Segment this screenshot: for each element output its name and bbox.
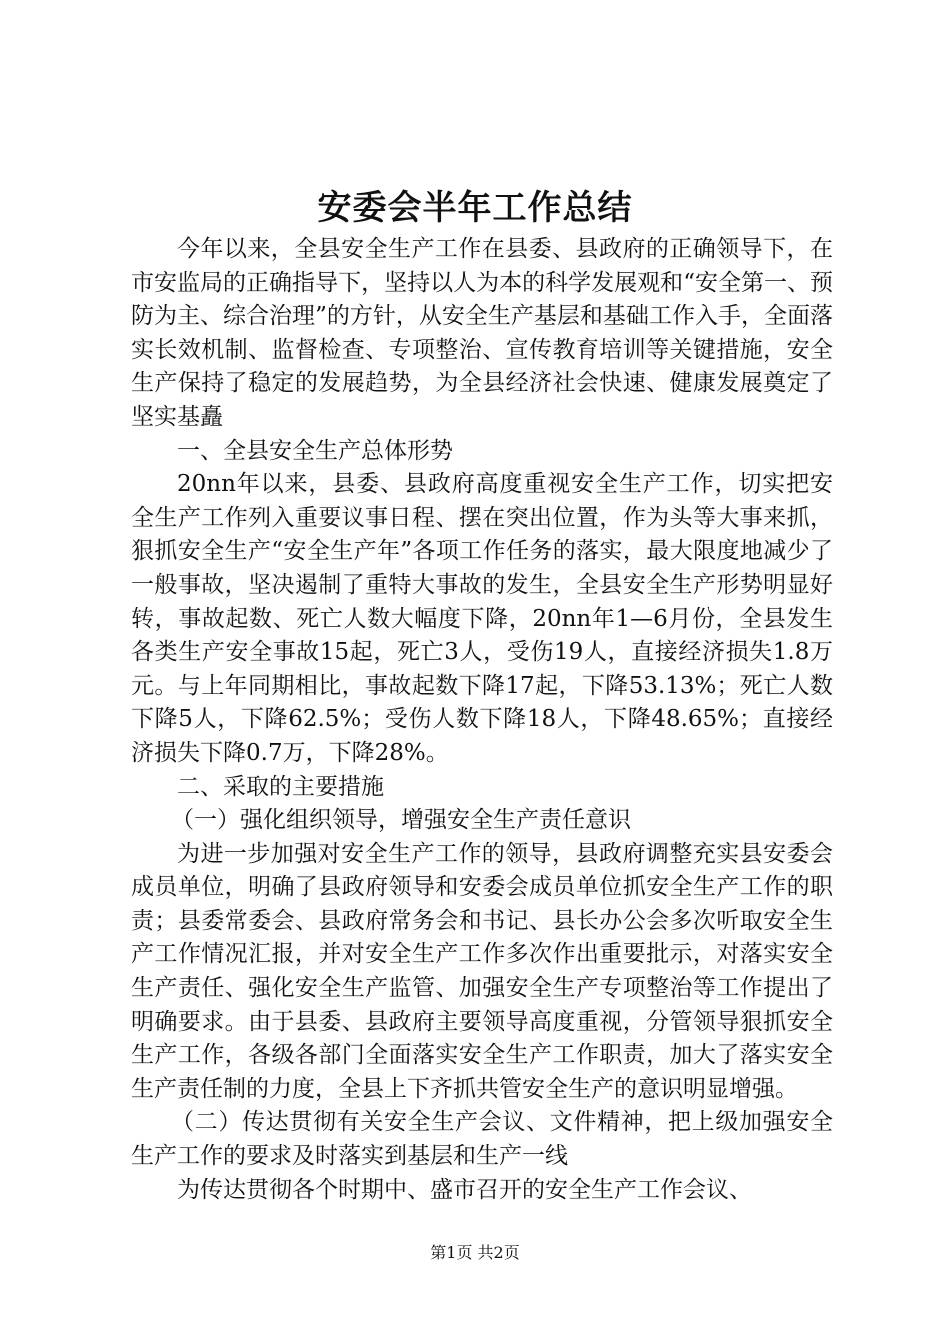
page-number: 第1页 共2页 — [430, 1243, 520, 1262]
leadership-paragraph: 为进一步加强对安全生产工作的领导，县政府调整充实县安委会成员单位，明确了县政府领导和安委会成员单位抓安全生产工作的职责；县委常委会、县政府常务会和书记、县长办公会多次听取安全生产工作情况汇报，并对安全生产工作多次作出重要批示，对落实安全生产责任、强化安全生产监管、加强安全生产专项整治等工作提出了明确要求。由于县委、县政府主要领导高度重视，分管领导狠抓安全生产工作，各级各部门全面落实安全生产工作职责，加大了落实安全生产责任制的力度，全县上下齐抓共管安全生产的意识明显增强。 — [131, 840, 833, 1102]
section-heading-2: 二、采取的主要措施 — [177, 773, 384, 800]
document-body — [131, 233, 833, 1207]
subsection-heading-2: （二）传达贯彻有关安全生产会议、文件精神，把上级加强安全生产工作的要求及时落实到基层和生产一线 — [131, 1109, 833, 1170]
intro-paragraph: 今年以来，全县安全生产工作在县委、县政府的正确领导下，在市安监局的正确指导下，坚持以人为本的科学发展观和“安全第一、预防为主、综合治理”的方针，从安全生产基层和基础工作入手，全面落实长效机制、监督检查、专项整治、宣传教育培训等关键措施，安全生产保持了稳定的发展趋势，为全县经济社会快速、健康发展奠定了坚实基矗 — [131, 236, 833, 430]
situation-paragraph: 20nn年以来，县委、县政府高度重视安全生产工作，切实把安全生产工作列入重要议事日程、摆在突出位置，作为头等大事来抓，狠抓安全生产“安全生产年”各项工作任务的落实，最大限度地减少了一般事故，坚决遏制了重特大事故的发生，全县安全生产形势明显好转，事故起数、死亡人数大幅度下降，20nn年1—6月份，全县发生各类生产安全事故15起，死亡3人，受伤19人，直接经济损失1.8万元。与上年同期相比，事故起数下降17起，下降53.13%；死亡人数下降5人，下降62.5%；受伤人数下降18人，下降48.65%；直接经济损失下降0.7万，下降28%。 — [131, 471, 833, 766]
document-title: 安委会半年工作总结 — [317, 188, 633, 228]
section-heading-1: 一、全县安全生产总体形势 — [177, 437, 453, 464]
subsection-heading-1: （一）强化组织领导，增强安全生产责任意识 — [171, 807, 631, 834]
implementation-paragraph: 为传达贯彻各个时期中、盛市召开的安全生产工作会议、 — [177, 1176, 752, 1203]
